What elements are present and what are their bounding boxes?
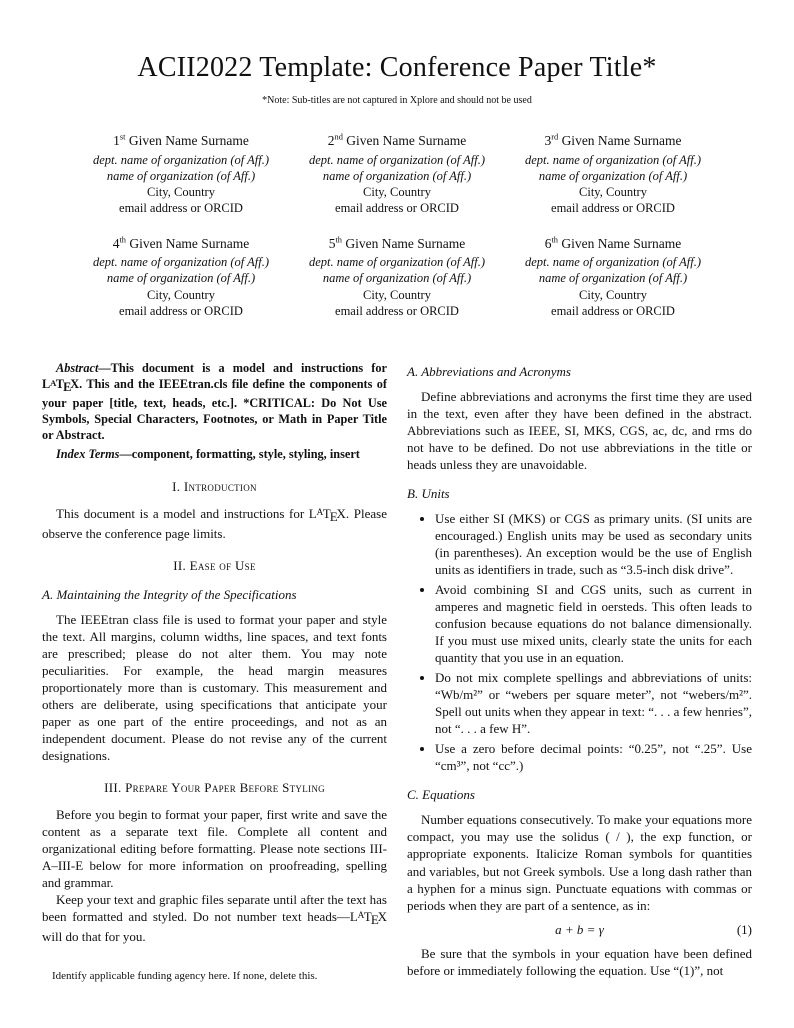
author-ordinal: 3 [544,133,552,148]
author-city: City, Country [579,185,647,200]
subsection-heading-abbreviations: A. Abbreviations and Acronyms [407,364,571,380]
intro-paragraph: This document is a model and instructions for $L^ATEX$. Please observe the conference page limits. [42,505,387,541]
author-block [505,132,721,217]
author-ordinal-suffix: nd [334,132,343,142]
author-ordinal-suffix: rd [551,132,559,142]
author-city: City, Country [363,185,431,200]
author-block [289,132,505,217]
ease-paragraph: The IEEEtran class file is used to format your paper and style the text. All margins, column widths, line spaces, and text fonts are prescribed; please do not alter them. You may note peculiarities. For example, the head margin measures proportionately more than is customary. This measurement and others are deliberate, using specifications that anticipate your paper as one part of the entire proceedings, and not as an independent document. Please do not revise any of the current designations. [42,611,387,763]
funding-footnote: Identify applicable funding agency here. If none, delete this. [52,969,318,982]
left-column [42,361,387,983]
title-footnote: *Note: Sub-titles are not captured in Xplore and should not be used [262,95,532,106]
author-ordinal-suffix: st [119,132,126,142]
author-email: email address or ORCID [335,303,459,318]
author-email: email address or ORCID [335,201,459,216]
abstract: Abstract—This document is a model and instructions for $L^ATEX$. This and the IEEEtran.cls file define the components of your paper [title, text, heads, etc.]. *CRITICAL: Do Not Use Symbols, Special Characters, Footnotes, or Math in Paper Title or Abstract. [42,361,387,442]
author-city: City, Country [147,287,215,302]
index-terms-label: Index Terms [56,446,120,461]
equation: a + b = γ [555,921,604,937]
author-block [73,235,289,320]
right-column [407,361,752,983]
section-heading-ease-of-use: II. Ease of Use [173,557,256,573]
author-name: 1st Given Name Surname [113,132,249,148]
units-list [407,510,752,774]
author-name: 4th Given Name Surname [112,235,250,251]
author-org: name of organization (of Aff.) [106,168,256,183]
author-ordinal-suffix: th [335,235,342,245]
units-item: • Use either SI (MKS) or CGS as primary units. (SI units are encouraged.) English units may be used as secondary units (in parentheses). An exception would be the use of English units as identifiers in trade, such as “3.5-inch disk drive”. [435,510,752,578]
author-dept: dept. name of organization (of Aff.) [92,255,270,270]
equation-row [407,921,752,938]
author-email: email address or ORCID [119,201,243,216]
author-email: email address or ORCID [551,201,675,216]
latex-logo: $L^ATEX$ [308,505,346,524]
author-dept: dept. name of organization (of Aff.) [92,152,270,167]
index-terms: Index Terms—component, formatting, style, styling, insert [56,446,360,461]
author-name: 6th Given Name Surname [544,235,682,251]
units-item: • Avoid combining SI and CGS units, such as current in amperes and magnetic field in oersteds. This often leads to confusion because equations do not balance dimensionally. If you must use mixed units, clearly state the units for each quantity that you use in an equation. [435,581,752,666]
latex-logo: $L^ATEX$ [349,908,387,927]
author-grid [73,132,721,319]
author-name: 5th Given Name Surname [328,235,466,251]
author-ordinal: 6 [544,235,552,251]
subsection-heading-units: B. Units [407,486,450,502]
author-ordinal: 2 [327,133,335,148]
units-item: • Use a zero before decimal points: “0.25”, not “.25”. Use “cm³”, not “cc”.) [435,740,752,774]
section-heading-prepare: III. Prepare Your Paper Before Styling [104,779,325,795]
author-org: name of organization (of Aff.) [322,168,472,183]
author-dept: dept. name of organization (of Aff.) [308,255,486,270]
author-block [289,235,505,320]
author-org: name of organization (of Aff.) [322,271,472,286]
author-city: City, Country [147,185,215,200]
author-ordinal: 4 [112,235,120,251]
author-city: City, Country [579,287,647,302]
author-ordinal-suffix: th [551,235,558,245]
keep-paragraph: Keep your text and graphic files separate until after the text has been formatted and styled. Do not number text $heads—L^ATEX$ will do that for you. [42,891,387,944]
author-ordinal: 1 [113,133,120,148]
author-dept: dept. name of organization (of Aff.) [524,255,702,270]
author-org: name of organization (of Aff.) [538,271,688,286]
equation-number: (1) [736,921,752,937]
abstract-label: Abstract [56,361,99,376]
author-block [505,235,721,320]
author-ordinal: 5 [328,235,336,251]
author-dept: dept. name of organization (of Aff.) [308,152,486,167]
subsection-heading-equations: C. Equations [407,787,475,803]
subsection-heading-integrity: A. Maintaining the Integrity of the Specifications [42,586,297,602]
equations-paragraph: Number equations consecutively. To make your equations more compact, you may use the solidus ( / ), the exp function, or appropriate exponents. Italicize Roman symbols for quantities and variables, but not Greek symbols. Use a long dash rather than a hyphen for a minus sign. Punctuate equations with commas or periods when they are part of a sentence, as in: [407,812,752,913]
prepare-paragraph: Before you begin to format your paper, first write and save the content as a separate text file. Complete all content and organizational editing before formatting. Please note sections III-A–III-E below for more information on proofreading, spelling and grammar. [42,806,387,890]
closing-paragraph: Be sure that the symbols in your equation have been defined before or immediately following the equation. Use “(1)”, not [407,945,752,978]
paper-title: ACII2022 Template: Conference Paper Title* [137,52,657,83]
units-item: • Do not mix complete spellings and abbreviations of units: “Wb/m²” or “webers per square meter”, not “webers/m²”. Spell out units when they appear in text: “. . . a few henries”, not “. . . a few H”. [435,669,752,737]
abbreviations-paragraph: Define abbreviations and acronyms the first time they are used in the text, even after they have been defined in the abstract. Abbreviations such as IEEE, SI, MKS, CGS, ac, dc, and rms do not have to be defined. Do not use abbreviations in the title or heads unless they are unavoidable. [407,389,752,473]
author-org: name of organization (of Aff.) [538,168,688,183]
author-city: City, Country [363,287,431,302]
section-heading-introduction: I. Introduction [172,478,257,494]
author-ordinal-suffix: th [119,235,126,245]
author-block [73,132,289,217]
author-name: 3rd Given Name Surname [544,132,682,148]
author-email: email address or ORCID [119,303,243,318]
author-org: name of organization (of Aff.) [106,271,256,286]
latex-logo: $L^ATEX$ [42,377,80,394]
author-name: 2nd Given Name Surname [327,132,467,148]
two-column-body [42,361,752,983]
author-dept: dept. name of organization (of Aff.) [524,152,702,167]
author-email: email address or ORCID [551,303,675,318]
